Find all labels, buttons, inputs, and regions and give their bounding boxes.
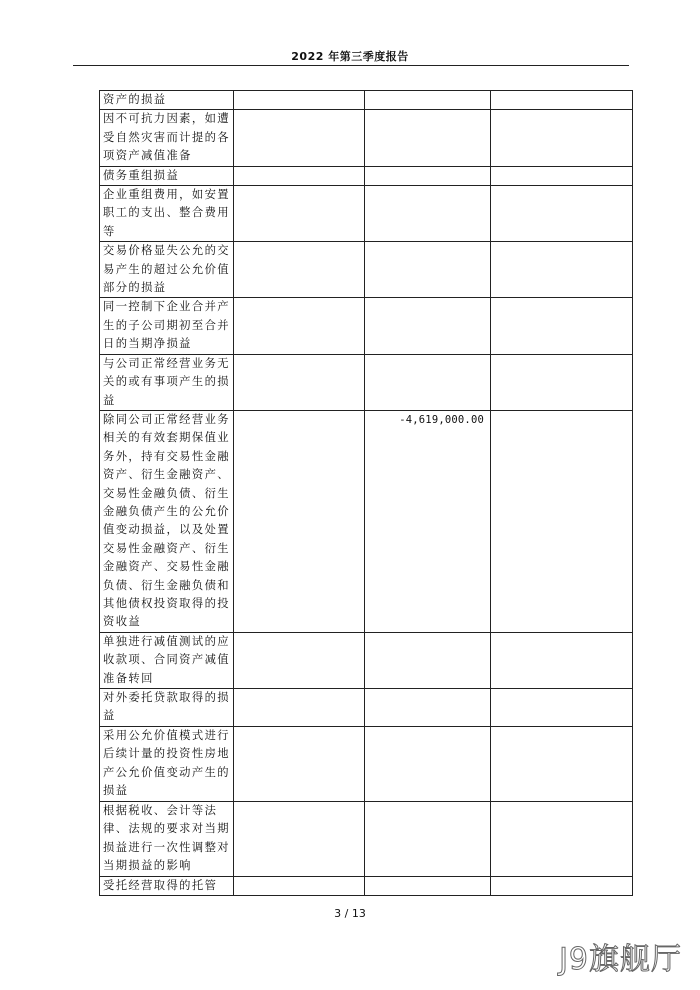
amount-cell xyxy=(365,877,491,896)
item-cell: 单独进行减值测试的应收款项、合同资产减值准备转回 xyxy=(100,632,234,688)
amount-cell xyxy=(365,354,491,410)
note-cell xyxy=(491,354,633,410)
amount-cell xyxy=(365,802,491,877)
table-row xyxy=(100,186,633,242)
note-cell xyxy=(491,632,633,688)
amount-cell: -4,619,000.00 xyxy=(365,410,491,632)
table-row xyxy=(100,242,633,298)
amount-cell xyxy=(365,242,491,298)
table-row xyxy=(100,354,633,410)
current-period-cell xyxy=(234,802,365,877)
current-period-cell xyxy=(234,298,365,354)
note-cell xyxy=(491,166,633,185)
amount-cell xyxy=(365,727,491,802)
amount-cell xyxy=(365,298,491,354)
table-row xyxy=(100,298,633,354)
note-cell xyxy=(491,91,633,110)
item-cell: 除同公司正常经营业务相关的有效套期保值业务外，持有交易性金融资产、衍生金融资产、交易性金融负债、衍生金融负债产生的公允价值变动损益，以及处置交易性金融资产、衍生金融资产、交易性金融负债、衍生金融负债和其他债权投资取得的投资收益 xyxy=(100,410,234,632)
item-cell: 企业重组费用，如安置职工的支出、整合费用等 xyxy=(100,186,234,242)
amount-cell xyxy=(365,166,491,185)
amount-cell xyxy=(365,91,491,110)
table-row xyxy=(100,166,633,185)
note-cell xyxy=(491,877,633,896)
current-period-cell xyxy=(234,354,365,410)
item-cell: 债务重组损益 xyxy=(100,166,234,185)
header-divider xyxy=(73,65,629,66)
item-cell: 交易价格显失公允的交易产生的超过公允价值部分的损益 xyxy=(100,242,234,298)
item-cell: 采用公允价值模式进行后续计量的投资性房地产公允价值变动产生的损益 xyxy=(100,727,234,802)
note-cell xyxy=(491,242,633,298)
current-period-cell xyxy=(234,110,365,166)
amount-cell xyxy=(365,186,491,242)
non-recurring-items-table xyxy=(99,90,633,896)
table-row xyxy=(100,877,633,896)
item-cell: 受托经营取得的托管 xyxy=(100,877,234,896)
current-period-cell xyxy=(234,689,365,727)
current-period-cell xyxy=(234,632,365,688)
note-cell xyxy=(491,186,633,242)
current-period-cell xyxy=(234,166,365,185)
note-cell xyxy=(491,727,633,802)
watermark-logo: J9旗舰厅 xyxy=(559,942,682,977)
item-cell: 资产的损益 xyxy=(100,91,234,110)
table-row xyxy=(100,632,633,688)
note-cell xyxy=(491,110,633,166)
item-cell: 与公司正常经营业务无关的或有事项产生的损益 xyxy=(100,354,234,410)
current-period-cell xyxy=(234,186,365,242)
table-row xyxy=(100,802,633,877)
current-period-cell xyxy=(234,410,365,632)
note-cell xyxy=(491,410,633,632)
item-cell: 根据税收、会计等法律、法规的要求对当期损益进行一次性调整对当期损益的影响 xyxy=(100,802,234,877)
note-cell xyxy=(491,802,633,877)
current-period-cell xyxy=(234,242,365,298)
table-row xyxy=(100,410,633,632)
table-row xyxy=(100,110,633,166)
table-row xyxy=(100,727,633,802)
item-cell: 因不可抗力因素，如遭受自然灾害而计提的各项资产减值准备 xyxy=(100,110,234,166)
report-header-title: 2022 年第三季度报告 xyxy=(291,50,409,63)
amount-cell xyxy=(365,632,491,688)
current-period-cell xyxy=(234,727,365,802)
table-row xyxy=(100,689,633,727)
current-period-cell xyxy=(234,877,365,896)
item-cell: 同一控制下企业合并产生的子公司期初至合并日的当期净损益 xyxy=(100,298,234,354)
amount-cell xyxy=(365,110,491,166)
table-row xyxy=(100,91,633,110)
current-period-cell xyxy=(234,91,365,110)
amount-cell xyxy=(365,689,491,727)
note-cell xyxy=(491,298,633,354)
item-cell: 对外委托贷款取得的损益 xyxy=(100,689,234,727)
page-number: 3 / 13 xyxy=(334,907,366,920)
note-cell xyxy=(491,689,633,727)
